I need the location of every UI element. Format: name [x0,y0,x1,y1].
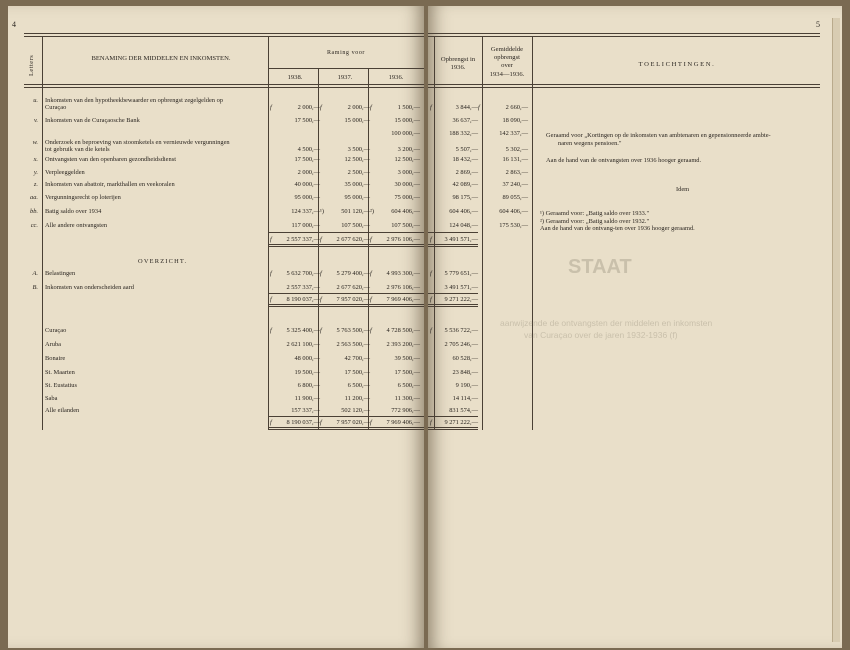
r-row-0-florin-o: f [430,104,432,111]
total1-rule-bottom [268,244,424,247]
total1-v1938: 2 557 337,— [286,236,320,243]
island-0-v1937: 5 763 500,— [336,327,370,334]
r-row-1-opbrengst: 36 637,— [452,117,478,124]
total3-v1936: 7 969 406,— [386,419,420,426]
r-island-5-opbrengst: 14 114,— [452,395,478,402]
r-row-0-opbrengst: 3 844,— [455,104,478,111]
r-total1-rule-top [428,232,478,233]
r-row-1-gemiddelde: 18 090,— [502,117,528,124]
total3-rule-top [268,416,424,417]
total2-v1938: 8 190 037,— [286,296,320,303]
island-1-v1936: 2 393 200,— [386,341,420,348]
r-island-2-opbrengst: 60 528,— [452,355,478,362]
r-overzicht-0-opbrengst: 5 779 651,— [444,270,478,277]
r-total1-opbrengst: 3 491 571,— [444,236,478,243]
row-letter-1: v. [34,117,38,124]
overzicht-0-v1936: 4 993 300,— [386,270,420,277]
row-letter-0: u. [33,97,38,104]
island-4-v1936: 6 500,— [397,382,420,389]
island-5-v1937: 11 200,— [344,395,370,402]
row-2-v1936: 100 000,— [391,130,420,137]
island-1-v1937: 2 563 500,— [336,341,370,348]
total1-v1936: 2 976 106,— [386,236,420,243]
r-row-6-opbrengst: 42 089,— [452,181,478,188]
row-label-4-0: Ontvangsten van den openbaren gezondheidsdienst [45,156,176,163]
r-row-3-opbrengst: 5 507,— [455,146,478,153]
row-letter-4: x. [33,156,38,163]
row-5-v1936: 3 000,— [397,169,420,176]
island-2-v1937: 42 700,— [344,355,370,362]
overzicht-label-1: Inkomsten van onderscheiden aard [45,284,134,291]
island-6-v1938: 157 337,— [291,407,320,414]
row-label-3-0: Onderzoek en beproeving van stoomketels en vernieuwde vergunningen [45,139,230,146]
r-total2-rule-top [428,293,478,294]
island-2-v1936: 39 500,— [394,355,420,362]
row-8-mark-1937: ¹) [320,208,325,215]
island-4-v1938: 6 800,— [297,382,320,389]
total1-rule-top [268,232,424,233]
r-island-0-opbrengst: 5 536 722,— [444,327,478,334]
r-row-2-opbrengst: 188 332,— [449,130,478,137]
overzicht-0-florin-2: f [370,270,372,277]
row-0-florin-1: f [320,104,322,111]
row-label-0-0: Inkomsten van den hypotheekbewaarder en opbrengst zegelgelden op [45,97,223,104]
island-label-2: Bonaire [45,355,66,362]
note-ontvangsten-1936: Aan de hand van de ontvangsten over 1936 hooger geraamd. [546,157,702,164]
island-5-v1936: 11 300,— [394,395,420,402]
total2-rule-bottom [268,304,424,307]
show-through-title: STAAT [568,256,632,278]
row-3-v1936: 3 200,— [397,146,420,153]
total1-v1937: 2 677 620,— [336,236,370,243]
island-0-v1938: 5 325 400,— [286,327,320,334]
overzicht-letter-1: B. [32,284,38,291]
overzicht-0-florin-0: f [270,270,272,277]
row-label-3-1: tot gebruik van die ketels [45,146,110,153]
r-total3-rule-bottom [428,427,478,430]
col-name-header: BENAMING DER MIDDELEN EN INKOMSTEN. [91,55,231,62]
row-label-0-1: Curaçao [45,104,67,111]
year-1937: 1937. [337,74,353,81]
r-row-9-gemiddelde: 175 530,— [499,222,528,229]
row-label-9-0: Alle andere ontvangsten [45,222,108,229]
island-6-v1936: 772 906,— [391,407,420,414]
island-0-florin-0: f [270,327,272,334]
island-5-v1938: 11 900,— [294,395,320,402]
overzicht-0-v1938: 5 632 700,— [286,270,320,277]
total3-florin-2: f [370,419,372,426]
row-0-v1938: 2 000,— [297,104,320,111]
row-4-v1937: 12 500,— [344,156,370,163]
island-2-v1938: 48 000,— [294,355,320,362]
row-label-5-0: Verpleeggelden [45,169,85,176]
r-total1-florin: f [430,236,432,243]
row-9-v1938: 117 000,— [291,222,320,229]
row-7-v1938: 95 000,— [294,194,320,201]
note-batig-saldo: ¹) Geraamd voor: „Batig saldo over 1933." ²) Geraamd voor: „Batig saldo over 1932." Aan de hand van de ontvang-ten over 1936 hooger geraamd. [540,210,695,233]
row-1-v1938: 17 500,— [294,117,320,124]
row-letter-9: cc. [30,222,38,229]
row-4-v1936: 12 500,— [394,156,420,163]
row-3-v1938: 4 500,— [297,146,320,153]
r-row-0-gemiddelde: 2 660,— [505,104,528,111]
col-gemiddelde-header: Gemiddelde opbrengst over 1934—1936. [489,46,525,78]
r-row-3-gemiddelde: 5 302,— [505,146,528,153]
total2-v1937: 7 957 020,— [336,296,370,303]
row-1-v1937: 15 000,— [344,117,370,124]
island-label-5: Saba [45,395,58,402]
total2-florin-2: f [370,296,372,303]
row-7-v1936: 75 000,— [394,194,420,201]
r-island-florin: f [430,327,432,334]
row-6-v1937: 35 000,— [344,181,370,188]
r-overzicht-1-opbrengst: 3 491 571,— [444,284,478,291]
row-0-v1937: 2 000,— [347,104,370,111]
island-3-v1938: 19 500,— [294,369,320,376]
overzicht-1-v1937: 2 677 620,— [336,284,370,291]
total3-v1938: 8 190 037,— [286,419,320,426]
r-island-4-opbrengst: 9 190,— [455,382,478,389]
row-letter-5: y. [33,169,38,176]
row-5-v1937: 2 500,— [347,169,370,176]
row-letter-8: bb. [30,208,38,215]
overzicht-1-v1938: 2 557 337,— [286,284,320,291]
r-overzicht-florin: f [430,270,432,277]
island-label-1: Aruba [45,341,61,348]
island-1-v1938: 2 621 100,— [286,341,320,348]
island-0-v1936: 4 728 500,— [386,327,420,334]
note-kortingen: Geraamd voor „Kortingen op de inkomsten van ambtenaren en gepensionneerde ambte- naren wegens pensioen." [546,132,771,147]
total2-v1936: 7 969 406,— [386,296,420,303]
island-label-0: Curaçao [45,327,67,334]
island-3-v1937: 17 500,— [344,369,370,376]
r-total2-florin: f [430,296,432,303]
r-row-8-gemiddelde: 604 406,— [499,208,528,215]
page-number-right: 5 [816,20,820,29]
year-1936: 1936. [388,74,404,81]
r-row-2-gemiddelde: 142 337,— [499,130,528,137]
r-row-4-opbrengst: 18 432,— [452,156,478,163]
total1-florin-2: f [370,236,372,243]
island-0-florin-2: f [370,327,372,334]
r-row-5-gemiddelde: 2 863,— [505,169,528,176]
r-total3-opbrengst: 9 271 222,— [444,419,478,426]
overzicht-label-0: Belastingen [45,270,76,277]
r-island-6-opbrengst: 831 574,— [449,407,478,414]
left-page [8,6,424,648]
r-row-6-gemiddelde: 37 240,— [502,181,528,188]
island-3-v1936: 17 500,— [394,369,420,376]
row-8-v1938: 124 337,— [291,208,320,215]
island-0-florin-1: f [320,327,322,334]
row-label-7-0: Vergunningsrecht op loterijen [45,194,121,201]
island-label-4: St. Eustatius [45,382,77,389]
show-through-line-1: aanwijzende de ontvangsten der middelen en inkomsten [500,318,713,328]
r-row-0-florin-g: f [478,104,480,111]
row-0-v1936: 1 500,— [397,104,420,111]
overzicht-0-v1937: 5 279 400,— [336,270,370,277]
right-page [428,6,842,648]
island-label-3: St. Maarten [45,369,75,376]
page-number-left: 4 [12,20,16,29]
row-letter-6: z. [33,181,38,188]
total1-florin-0: f [270,236,272,243]
r-total3-florin: f [430,419,432,426]
row-1-v1936: 15 000,— [394,117,420,124]
total3-florin-1: f [320,419,322,426]
island-label-6: Alle eilanden [45,407,80,414]
row-8-mark-1936: ²) [370,208,375,215]
row-3-v1937: 3 500,— [347,146,370,153]
row-8-v1936: 604 406,— [391,208,420,215]
col-letters-header: Letters [28,54,35,76]
row-5-v1938: 2 000,— [297,169,320,176]
row-6-v1938: 40 000,— [294,181,320,188]
row-0-florin-2: f [370,104,372,111]
row-label-1-0: Inkomsten van de Curaçaosche Bank [45,117,140,124]
total3-florin-0: f [270,419,272,426]
row-letter-7: aa. [30,194,38,201]
r-row-5-opbrengst: 2 869,— [455,169,478,176]
r-island-1-opbrengst: 2 705 246,— [444,341,478,348]
r-total2-opbrengst: 9 271 222,— [444,296,478,303]
r-row-9-opbrengst: 124 048,— [449,222,478,229]
row-label-6-0: Inkomsten van abattoir, markthallen en veekoralen [45,181,175,188]
col-opbrengst-header: Opbrengst in 1936. [440,56,476,72]
island-6-v1937: 502 120,— [341,407,370,414]
total2-florin-0: f [270,296,272,303]
overzicht-title: OVERZICHT. [138,258,188,265]
island-4-v1937: 6 500,— [347,382,370,389]
r-row-7-gemiddelde: 89 055,— [502,194,528,201]
row-6-v1936: 30 000,— [394,181,420,188]
row-8-v1937: 501 120,— [341,208,370,215]
col-raming-header: Raming voor [326,50,366,56]
r-row-7-opbrengst: 98 175,— [452,194,478,201]
r-row-8-opbrengst: 604 406,— [449,208,478,215]
year-1938: 1938. [287,74,303,81]
r-island-3-opbrengst: 23 848,— [452,369,478,376]
row-9-v1937: 107 500,— [341,222,370,229]
r-total3-rule-top [428,416,478,417]
overzicht-letter-0: A. [32,270,38,277]
row-0-florin-0: f [270,104,272,111]
r-total1-rule-bottom [428,244,478,247]
r-total2-rule-bottom [428,304,478,307]
row-4-v1938: 17 500,— [294,156,320,163]
total3-v1937: 7 957 020,— [336,419,370,426]
row-9-v1936: 107 500,— [391,222,420,229]
overzicht-1-v1936: 2 976 106,— [386,284,420,291]
r-row-4-gemiddelde: 16 131,— [502,156,528,163]
total1-florin-1: f [320,236,322,243]
total2-florin-1: f [320,296,322,303]
total3-rule-bottom [268,427,424,430]
note-idem: Idem [676,186,690,193]
overzicht-0-florin-1: f [320,270,322,277]
row-letter-3: w. [32,139,38,146]
total2-rule-top [268,293,424,294]
col-toelichtingen-header: TOELICHTINGEN. [638,61,716,68]
page-edge [832,18,840,642]
show-through-line-2: van Curaçao over de jaren 1932-1936 (f) [524,330,678,340]
row-7-v1937: 95 000,— [344,194,370,201]
row-label-8-0: Batig saldo over 1934 [45,208,102,215]
